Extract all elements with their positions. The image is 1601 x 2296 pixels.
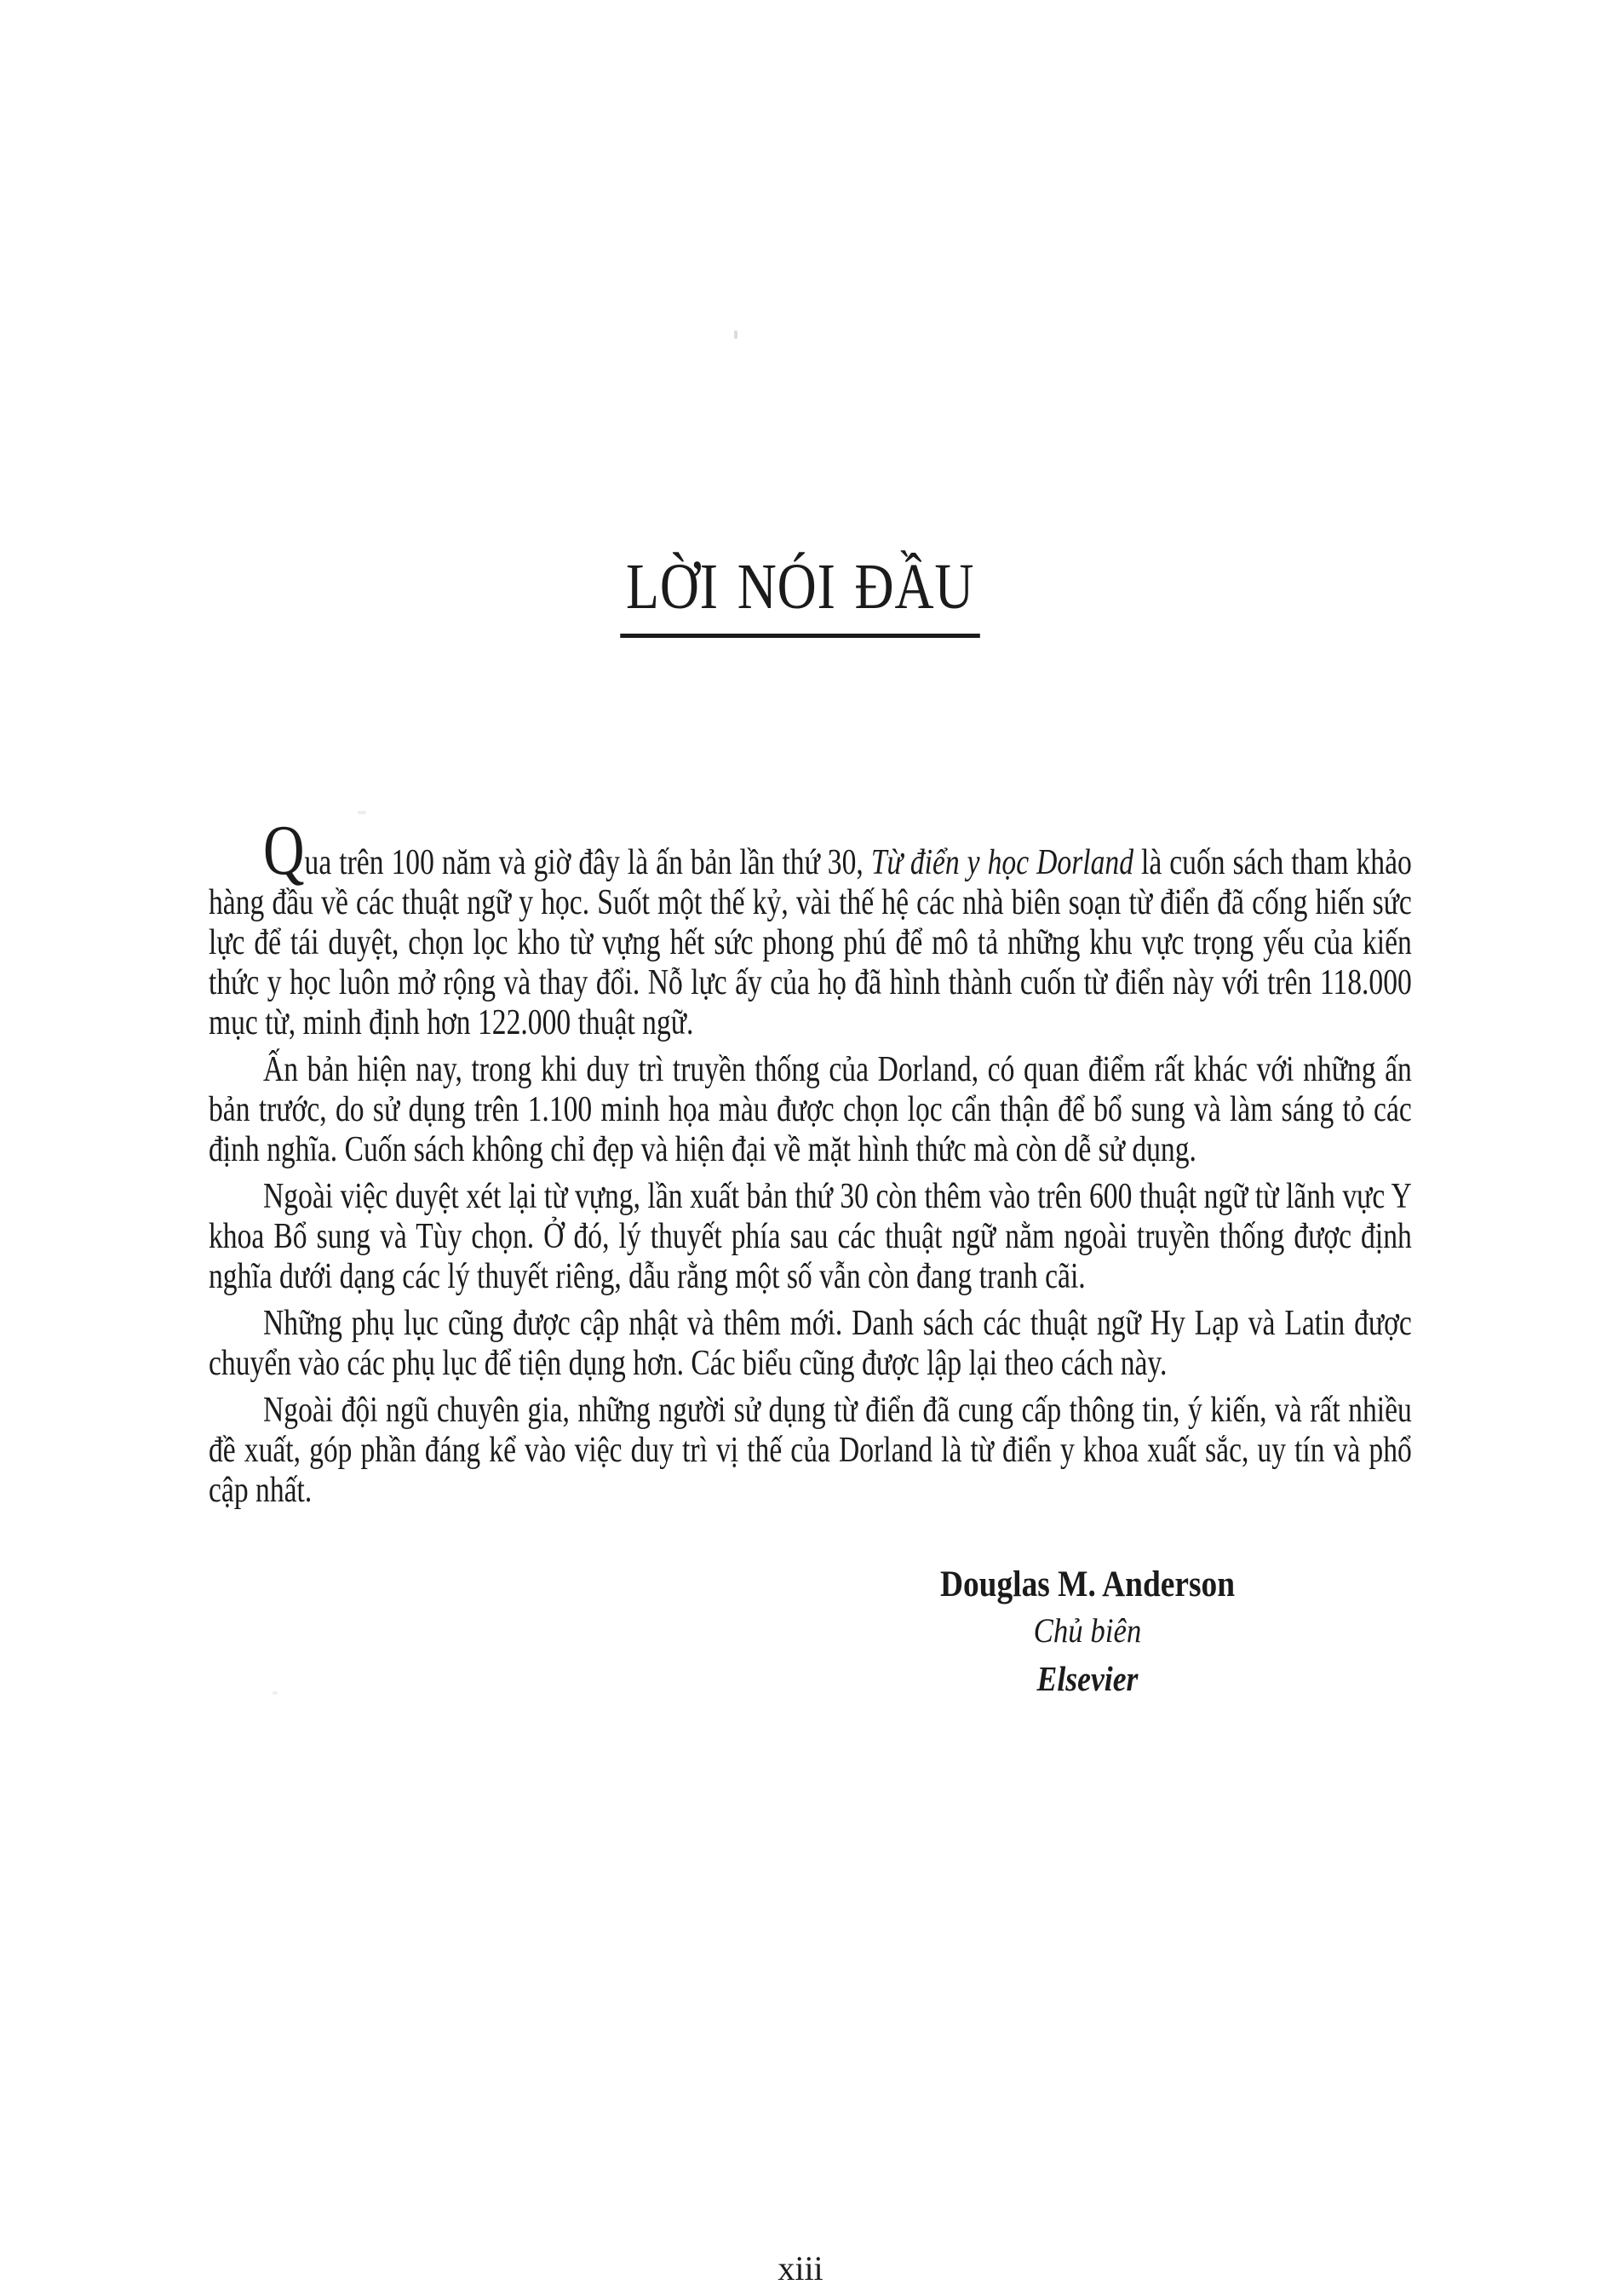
signature-role: Chủ biên bbox=[1033, 1611, 1142, 1650]
drop-cap-initial: Q bbox=[263, 811, 305, 890]
preface-paragraph: Ấn bản hiện nay, trong khi duy trì truyền thống của Dorland, có quan điểm rất khác với những ấn bản trước, do sử dụng trên 1.100 minh họa màu được chọn lọc cẩn thận để bổ sung và làm sáng tỏ các định nghĩa. Cuốn sách không chỉ đẹp và hiện đại về mặt hình thức mà còn dễ sử dụng. bbox=[209, 1050, 1412, 1169]
preface-body bbox=[209, 811, 1412, 1511]
title-block bbox=[0, 551, 1601, 638]
preface-paragraph: Ngoài việc duyệt xét lại từ vựng, lần xuất bản thứ 30 còn thêm vào trên 600 thuật ngữ từ lãnh vực Y khoa Bổ sung và Tùy chọn. Ở đó, lý thuyết phía sau các thuật ngữ nằm ngoài truyền thống được định nghĩa dưới dạng các lý thuyết riêng, dẫu rằng một số vẫn còn đang tranh cãi. bbox=[209, 1177, 1412, 1296]
scan-speck bbox=[734, 330, 737, 339]
scan-speck bbox=[273, 1691, 278, 1695]
signature-block bbox=[829, 1564, 1347, 1698]
page-title: LỜI NÓI ĐẦU bbox=[621, 554, 981, 638]
signature-name: Douglas M. Anderson bbox=[939, 1564, 1236, 1604]
book-title-italic: Từ điển y học Dorland bbox=[870, 843, 1133, 882]
paragraph-text: ua trên 100 năm và giờ đây là ấn bản lần thứ 30, bbox=[304, 843, 871, 882]
scan-speck bbox=[358, 811, 366, 814]
page-number: xiii bbox=[778, 2249, 823, 2287]
preface-paragraph bbox=[209, 811, 1412, 1043]
preface-paragraph: Ngoài đội ngũ chuyên gia, những người sử dụng từ điển đã cung cấp thông tin, ý kiến, và rất nhiều đề xuất, góp phần đáng kể vào việc duy trì vị thế của Dorland là từ điển y khoa xuất sắc, uy tín và phổ cập nhất. bbox=[209, 1391, 1412, 1510]
paragraph-text: là cuốn sách tham khảo hàng đầu về các thuật ngữ y học. Suốt một thế kỷ, vài thế hệ các nhà biên soạn từ điển đã cống hiến sức lực để tái duyệt, chọn lọc kho từ vựng hết sức phong phú để mô tả những khu vực trọng yếu của kiến thức y học luôn mở rộng và thay đổi. Nỗ lực ấy của họ đã hình thành cuốn từ điển này với trên 118.000 mục từ, minh định hơn 122.000 thuật ngữ. bbox=[209, 843, 1412, 1042]
signature-publisher: Elsevier bbox=[1036, 1659, 1139, 1698]
preface-paragraph: Những phụ lục cũng được cập nhật và thêm mới. Danh sách các thuật ngữ Hy Lạp và Latin được chuyển vào các phụ lục để tiện dụng hơn. Các biểu cũng được lập lại theo cách này. bbox=[209, 1304, 1412, 1383]
